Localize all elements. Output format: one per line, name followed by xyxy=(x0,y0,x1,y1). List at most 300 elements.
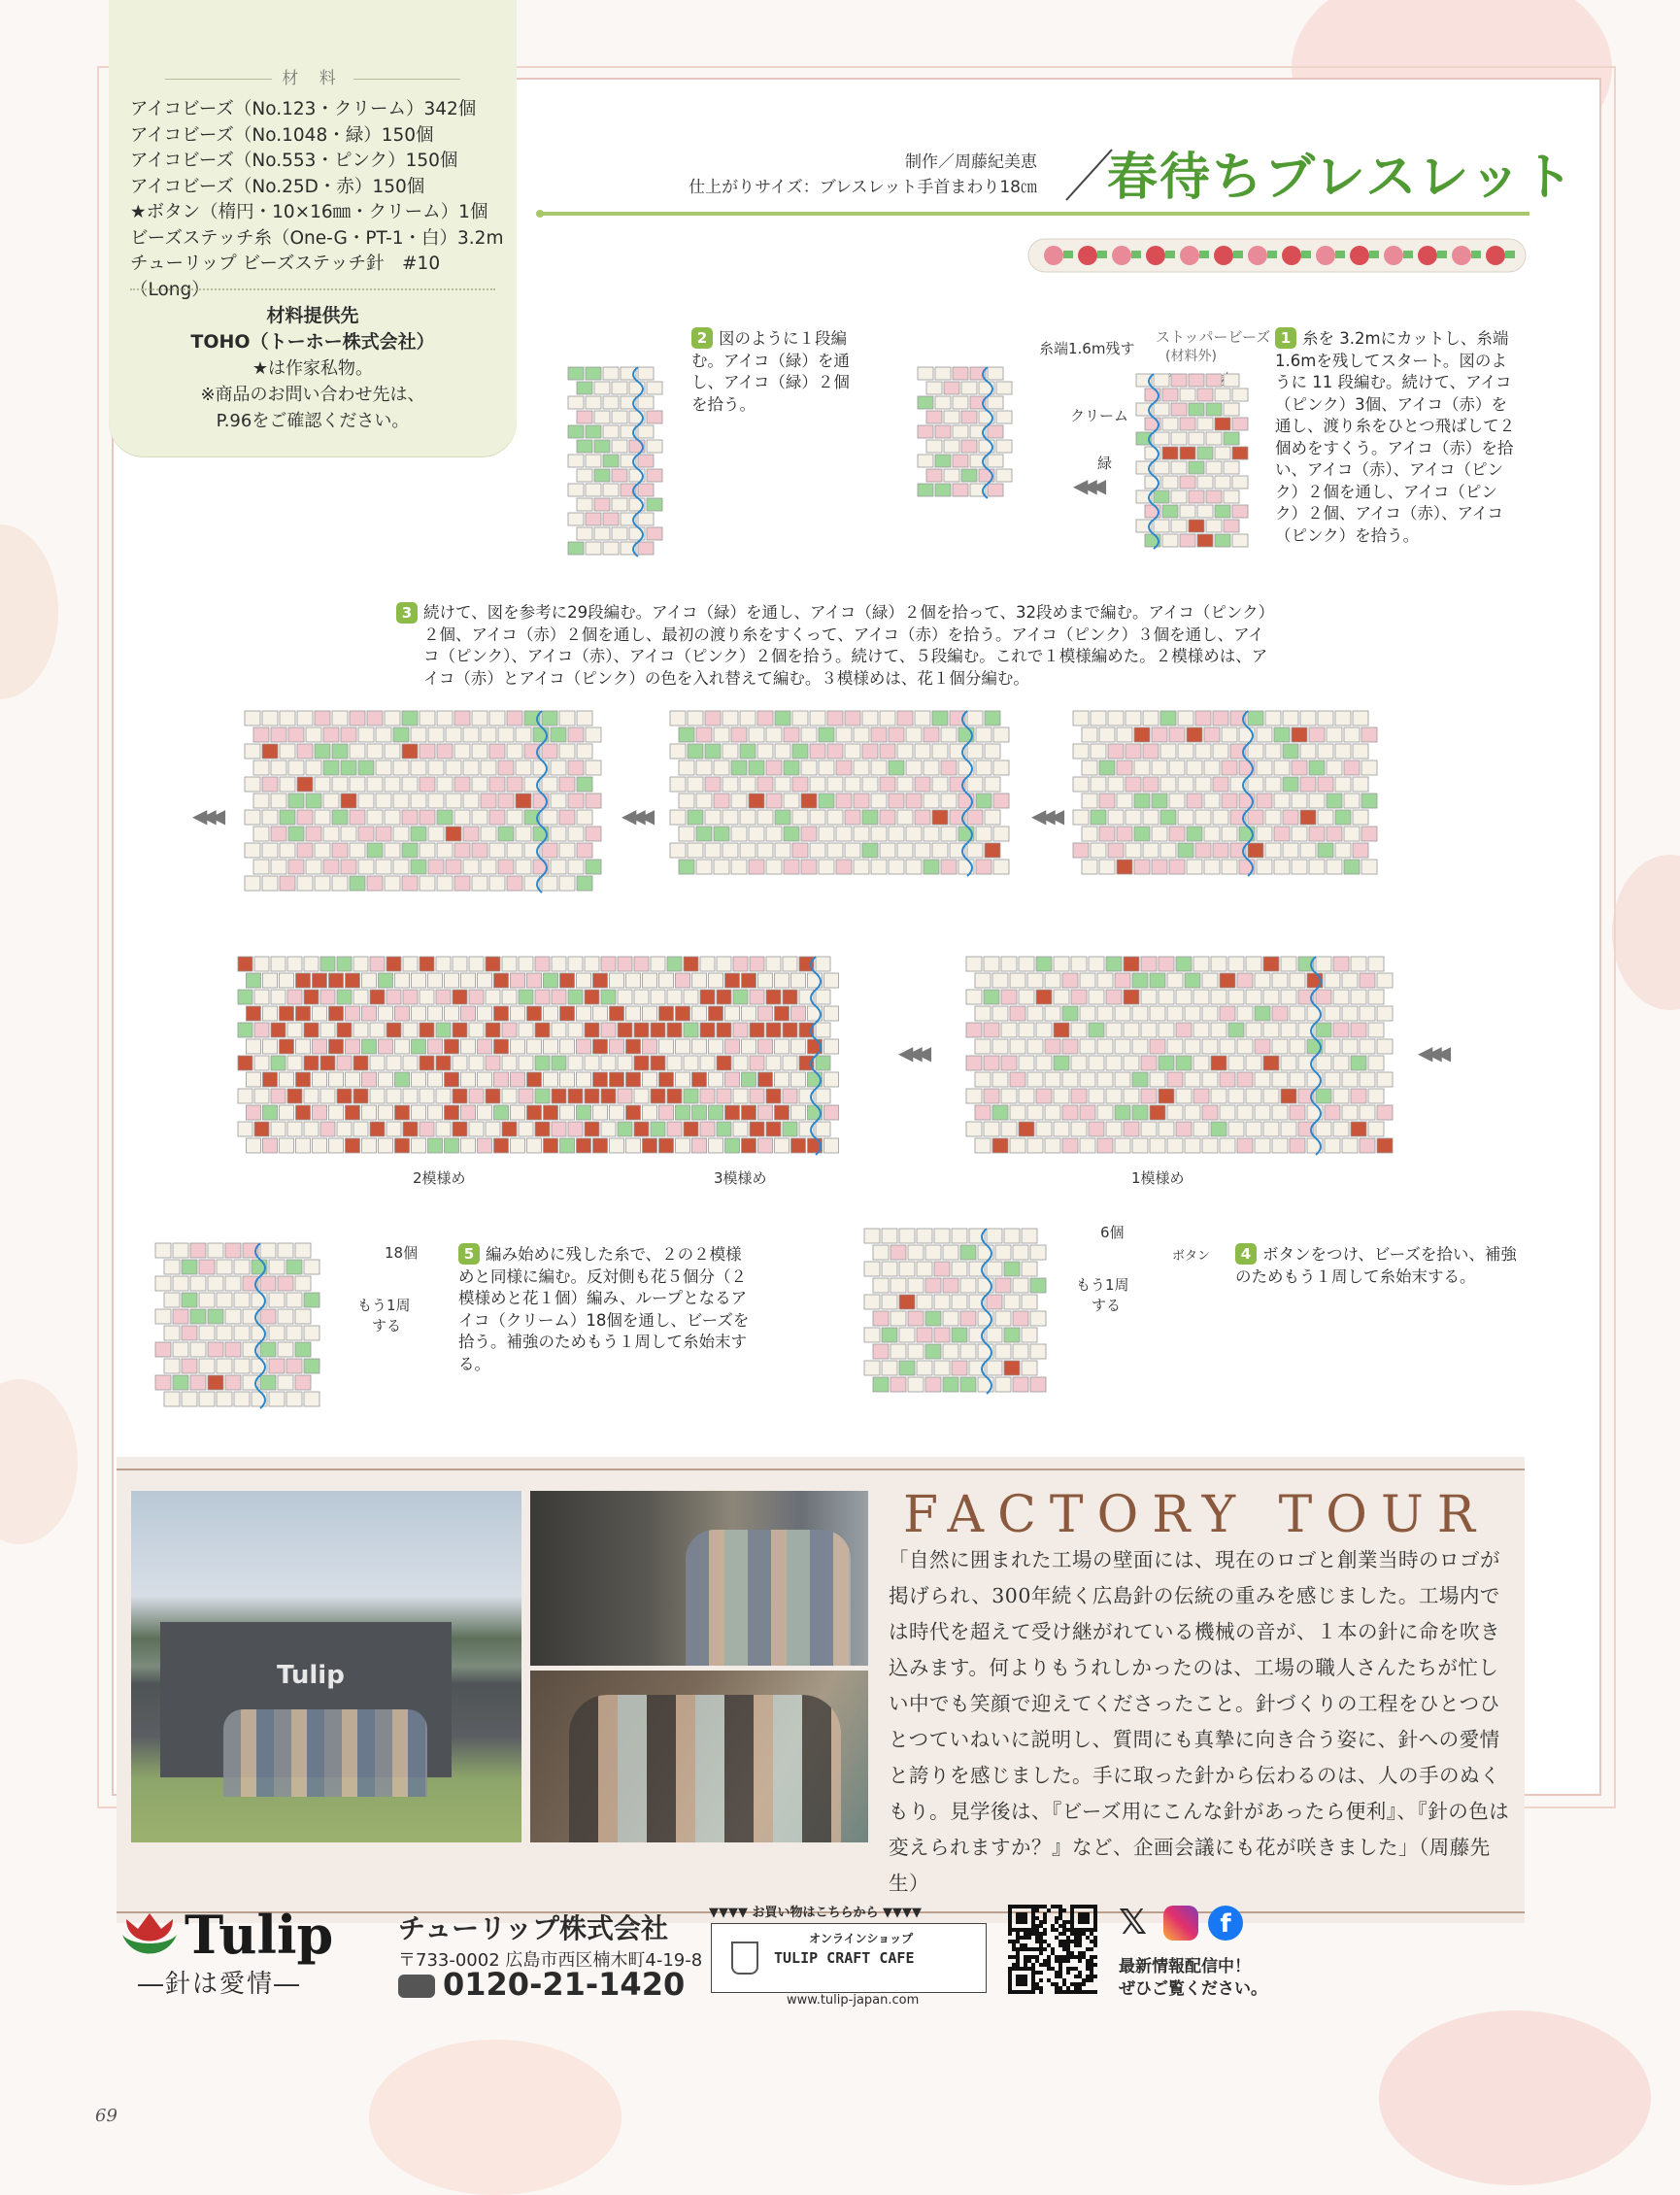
bead xyxy=(862,843,878,858)
bead xyxy=(568,1056,583,1070)
bead xyxy=(1300,777,1316,792)
bead xyxy=(845,810,860,825)
bead xyxy=(260,1276,276,1291)
bead xyxy=(1027,1039,1043,1054)
bead xyxy=(601,1122,616,1136)
bead xyxy=(975,1006,991,1021)
bead xyxy=(976,760,991,775)
bead xyxy=(1318,744,1333,759)
qr-module xyxy=(1027,1905,1031,1908)
bead xyxy=(486,1122,500,1136)
bead xyxy=(247,973,261,988)
bead xyxy=(1193,1122,1209,1136)
bead xyxy=(313,973,327,988)
bead xyxy=(816,990,830,1004)
bead xyxy=(507,810,522,825)
bead xyxy=(700,1056,715,1070)
bead xyxy=(1091,711,1106,726)
x-icon[interactable]: 𝕏 xyxy=(1119,1903,1148,1942)
bead xyxy=(329,1138,344,1153)
bracelet-flower xyxy=(1180,246,1199,265)
bead xyxy=(1333,1023,1349,1037)
bead xyxy=(478,973,492,988)
bead xyxy=(463,760,479,775)
bead xyxy=(988,484,1003,496)
bead xyxy=(199,1326,215,1340)
qr-module xyxy=(1035,1936,1039,1940)
bead xyxy=(1195,777,1211,792)
bead xyxy=(717,957,731,971)
bead xyxy=(445,1138,459,1153)
bead xyxy=(1159,1122,1174,1136)
bead xyxy=(1283,843,1298,858)
bead xyxy=(313,1039,327,1054)
bead xyxy=(346,973,360,988)
qr-module xyxy=(1058,1940,1062,1943)
qr-module xyxy=(1035,1986,1039,1990)
bead xyxy=(1255,1105,1270,1120)
bead xyxy=(502,957,517,971)
bead xyxy=(1272,1105,1288,1120)
instagram-icon[interactable] xyxy=(1163,1906,1198,1941)
bead xyxy=(684,1023,698,1037)
bead xyxy=(1197,534,1213,547)
bead xyxy=(647,469,662,482)
bead xyxy=(428,727,444,742)
bead xyxy=(436,957,451,971)
bead xyxy=(446,827,461,841)
bead xyxy=(329,1072,344,1087)
bead xyxy=(864,1262,880,1276)
qr-module xyxy=(1035,1905,1039,1908)
bead xyxy=(1281,1089,1296,1103)
bead xyxy=(280,1039,294,1054)
qr-module xyxy=(1039,1936,1043,1940)
qr-module xyxy=(1008,1990,1012,1994)
bead xyxy=(1281,957,1296,971)
bead xyxy=(845,777,860,792)
bead xyxy=(271,957,286,971)
bead xyxy=(461,1006,476,1021)
bead xyxy=(740,843,756,858)
bead xyxy=(714,860,729,874)
bead xyxy=(750,1089,764,1103)
qr-module xyxy=(1039,1947,1043,1951)
shop-sub: オンラインショップ xyxy=(809,1932,914,1945)
bead xyxy=(516,727,531,742)
bead xyxy=(481,860,496,874)
bead xyxy=(1316,1023,1331,1037)
bead xyxy=(757,744,773,759)
bead xyxy=(714,794,729,808)
bead xyxy=(1019,1056,1034,1070)
bead xyxy=(269,1359,285,1373)
bead xyxy=(461,1072,476,1087)
bead xyxy=(634,1122,649,1136)
bead xyxy=(670,744,686,759)
bead xyxy=(1160,843,1176,858)
qr-module xyxy=(1016,1936,1020,1940)
bead xyxy=(647,440,662,453)
bead xyxy=(618,990,632,1004)
bead xyxy=(453,1023,467,1037)
bead xyxy=(1001,990,1017,1004)
bead xyxy=(882,1229,897,1243)
bead xyxy=(1232,418,1248,430)
bead xyxy=(935,455,951,467)
qr-module xyxy=(1016,1990,1020,1994)
bead xyxy=(559,810,575,825)
bead xyxy=(428,973,443,988)
bead xyxy=(791,1138,806,1153)
bead xyxy=(586,860,601,874)
bead xyxy=(238,1056,252,1070)
bead xyxy=(987,1295,1002,1309)
bead xyxy=(535,957,550,971)
bead xyxy=(836,860,852,874)
bead xyxy=(173,1309,188,1324)
bead xyxy=(559,744,575,759)
bead xyxy=(1204,760,1220,775)
bead xyxy=(1206,374,1222,387)
bead xyxy=(1333,1089,1349,1103)
bead xyxy=(286,1260,302,1274)
bead xyxy=(320,1089,335,1103)
company-phone[interactable]: 0120-21-1420 xyxy=(443,1966,686,2003)
bead xyxy=(871,760,887,775)
bead xyxy=(634,1023,649,1037)
bead xyxy=(1272,1039,1288,1054)
bead xyxy=(1134,727,1150,742)
bead xyxy=(890,1278,906,1293)
bead xyxy=(740,711,756,726)
direction-arrow-icon: ◀◀◀ xyxy=(1073,474,1101,497)
qr-module xyxy=(1066,1928,1070,1932)
bead xyxy=(1152,794,1167,808)
bead xyxy=(1030,1377,1046,1392)
bead xyxy=(1274,727,1290,742)
bead xyxy=(1071,957,1087,971)
bead xyxy=(542,744,557,759)
bead xyxy=(1292,794,1307,808)
bead xyxy=(1154,403,1169,416)
bead xyxy=(925,1311,941,1326)
qr-module xyxy=(1062,1928,1066,1932)
bead xyxy=(1325,1105,1340,1120)
bead xyxy=(985,777,1000,792)
bead xyxy=(245,810,260,825)
bead xyxy=(1126,744,1141,759)
qr-module xyxy=(1082,1920,1086,1924)
bead xyxy=(626,1006,641,1021)
bead xyxy=(577,843,592,858)
bead xyxy=(953,455,968,467)
bead xyxy=(403,1089,418,1103)
label-button: ボタン xyxy=(1172,1249,1211,1264)
bead xyxy=(917,1328,932,1342)
supplier-note: ※商品のお問い合わせ先は、 xyxy=(200,385,425,405)
qr-module xyxy=(1062,1982,1066,1986)
bead xyxy=(304,1359,319,1373)
bead xyxy=(935,367,951,380)
bead xyxy=(1193,1023,1209,1037)
bead xyxy=(1220,973,1235,988)
qr-module xyxy=(1066,1955,1070,1959)
bead xyxy=(601,957,616,971)
material-item: ビーズステッチ糸（One-G・PT-1・白）3.2m xyxy=(130,227,504,249)
label-cream: クリーム xyxy=(1070,407,1129,424)
bead xyxy=(1197,388,1213,401)
bead xyxy=(262,810,278,825)
bead xyxy=(667,1122,682,1136)
bead xyxy=(1080,1072,1095,1087)
bead xyxy=(766,860,782,874)
bead xyxy=(370,1023,385,1037)
bead xyxy=(925,1245,941,1260)
qr-module xyxy=(1090,1975,1093,1978)
bead xyxy=(551,760,566,775)
bead xyxy=(1255,1006,1270,1021)
qr-module xyxy=(1024,1963,1027,1967)
bead xyxy=(960,1245,976,1260)
bead xyxy=(234,1359,250,1373)
bead xyxy=(966,1089,982,1103)
bead xyxy=(684,990,698,1004)
bead xyxy=(552,1023,566,1037)
bead xyxy=(568,484,584,496)
bead xyxy=(1143,711,1159,726)
bead xyxy=(1290,1138,1305,1153)
qr-module xyxy=(1078,1943,1082,1947)
bead xyxy=(1189,432,1204,445)
bead xyxy=(199,1359,215,1373)
bead xyxy=(323,794,339,808)
bead xyxy=(783,1056,797,1070)
bead xyxy=(1054,1056,1069,1070)
factory-interior-photo-1 xyxy=(530,1491,868,1666)
bracelet-leaf xyxy=(1267,251,1277,258)
bead xyxy=(511,973,525,988)
bead xyxy=(420,1056,434,1070)
bead xyxy=(527,973,542,988)
bead xyxy=(996,382,1012,394)
direction-arrow-icon: ◀◀◀ xyxy=(898,1041,926,1064)
bead xyxy=(1013,1311,1028,1326)
bead xyxy=(700,990,715,1004)
bead xyxy=(731,827,747,841)
bead xyxy=(320,1056,335,1070)
bead xyxy=(952,1295,967,1309)
bead xyxy=(934,1328,950,1342)
bead xyxy=(1211,1023,1226,1037)
bead xyxy=(182,1260,197,1274)
bead xyxy=(502,1023,517,1037)
bead xyxy=(350,876,365,891)
bead xyxy=(535,1122,550,1136)
bead-diagram-step1-a xyxy=(889,357,1049,513)
facebook-icon[interactable]: f xyxy=(1208,1906,1243,1941)
qr-module xyxy=(1008,1916,1012,1920)
bead xyxy=(984,1023,999,1037)
bead xyxy=(1022,1262,1037,1276)
bead xyxy=(304,1293,319,1307)
bead xyxy=(225,1243,241,1258)
qr-module xyxy=(1086,1963,1090,1967)
bead xyxy=(1263,1122,1279,1136)
bead xyxy=(1360,973,1375,988)
bead xyxy=(647,411,662,423)
bead xyxy=(542,711,557,726)
qr-module xyxy=(1008,1986,1012,1990)
qr-module xyxy=(1016,1920,1020,1924)
bead xyxy=(379,1138,393,1153)
bead xyxy=(1335,810,1351,825)
bead xyxy=(278,1309,293,1324)
bead xyxy=(1202,1105,1218,1120)
bead-diagram-step3-b xyxy=(651,699,1025,913)
visitors xyxy=(569,1695,841,1842)
label-pattern-3: 3模様め xyxy=(714,1169,767,1187)
supplier-note: ★は作家私物。 xyxy=(252,358,374,379)
bead xyxy=(1167,1006,1183,1021)
bead xyxy=(890,1245,906,1260)
bead xyxy=(263,1138,278,1153)
qr-module xyxy=(1012,1990,1016,1994)
bead xyxy=(428,1105,443,1120)
bead xyxy=(667,990,682,1004)
bead xyxy=(225,1276,241,1291)
bead xyxy=(1360,1006,1375,1021)
qr-module xyxy=(1074,1905,1078,1908)
bead xyxy=(519,990,533,1004)
bead xyxy=(542,810,557,825)
bead xyxy=(544,1105,558,1120)
shop-banner[interactable] xyxy=(711,1923,987,1993)
bead xyxy=(643,1072,657,1087)
bead xyxy=(420,1089,434,1103)
bead xyxy=(577,440,592,453)
qr-module xyxy=(1031,1975,1035,1978)
bead xyxy=(1097,1072,1113,1087)
bead xyxy=(559,777,575,792)
bead xyxy=(1115,1006,1130,1021)
step-number-badge: 2 xyxy=(691,327,713,349)
qr-module xyxy=(1074,1943,1078,1947)
bead xyxy=(651,1122,665,1136)
qr-module xyxy=(1058,1905,1062,1908)
qr-module xyxy=(1016,1947,1020,1951)
bead xyxy=(1089,957,1104,971)
bead xyxy=(332,810,348,825)
bead xyxy=(679,794,694,808)
qr-module xyxy=(1074,1928,1078,1932)
bead xyxy=(783,1122,797,1136)
bead xyxy=(1180,447,1195,459)
page-title: 春待ちブレスレット xyxy=(1107,148,1575,207)
bead xyxy=(638,425,654,438)
bead xyxy=(269,1260,285,1274)
bead xyxy=(155,1342,171,1357)
bead xyxy=(634,990,649,1004)
bead xyxy=(1152,760,1167,775)
bead xyxy=(714,760,729,775)
bead xyxy=(766,827,782,841)
bead xyxy=(1134,794,1150,808)
bead xyxy=(618,957,632,971)
bead xyxy=(714,827,729,841)
bead xyxy=(659,1006,674,1021)
bead xyxy=(1089,1056,1104,1070)
bead xyxy=(1206,520,1222,532)
qr-module xyxy=(1093,1940,1097,1943)
bead xyxy=(260,1375,276,1390)
bead xyxy=(1361,794,1377,808)
bead xyxy=(758,1039,773,1054)
bead xyxy=(1361,760,1377,775)
qr-module xyxy=(1024,1916,1027,1920)
bead xyxy=(988,455,1003,467)
bead xyxy=(376,727,391,742)
bead xyxy=(1071,1056,1087,1070)
bead xyxy=(304,990,319,1004)
bead xyxy=(993,794,1009,808)
bead xyxy=(626,1138,641,1153)
bead xyxy=(346,1138,360,1153)
bead xyxy=(1097,1138,1113,1153)
bead xyxy=(742,1072,756,1087)
bead xyxy=(819,860,834,874)
bead xyxy=(601,1023,616,1037)
qr-module xyxy=(1016,1959,1020,1963)
bead xyxy=(385,876,400,891)
bead xyxy=(643,1138,657,1153)
bead xyxy=(1197,447,1213,459)
bead xyxy=(280,1105,294,1120)
qr-module xyxy=(1078,1951,1082,1955)
qr-code-icon[interactable] xyxy=(1007,1904,1098,1995)
bead xyxy=(594,527,610,540)
bead xyxy=(1091,810,1106,825)
bead xyxy=(918,484,933,496)
bead xyxy=(341,727,356,742)
bead xyxy=(173,1276,188,1291)
qr-module xyxy=(1031,1963,1035,1967)
bead xyxy=(370,990,385,1004)
bead xyxy=(323,827,339,841)
bead xyxy=(1248,810,1263,825)
bead xyxy=(985,843,1000,858)
bead xyxy=(238,1023,252,1037)
bead xyxy=(507,777,522,792)
bead xyxy=(472,843,487,858)
bead xyxy=(1202,973,1218,988)
bead xyxy=(1124,1089,1139,1103)
bead xyxy=(386,990,401,1004)
shop-url[interactable]: www.tulip-japan.com xyxy=(787,1993,920,2008)
bead xyxy=(792,744,808,759)
bead xyxy=(247,1072,261,1087)
bead xyxy=(362,1072,377,1087)
bead xyxy=(1091,843,1106,858)
bead xyxy=(350,744,365,759)
bead xyxy=(612,411,627,423)
bead xyxy=(1159,1056,1174,1070)
qr-module xyxy=(1024,1990,1027,1994)
qr-module xyxy=(1027,1936,1031,1940)
bead xyxy=(568,827,584,841)
bead xyxy=(412,1039,426,1054)
bead xyxy=(271,794,286,808)
